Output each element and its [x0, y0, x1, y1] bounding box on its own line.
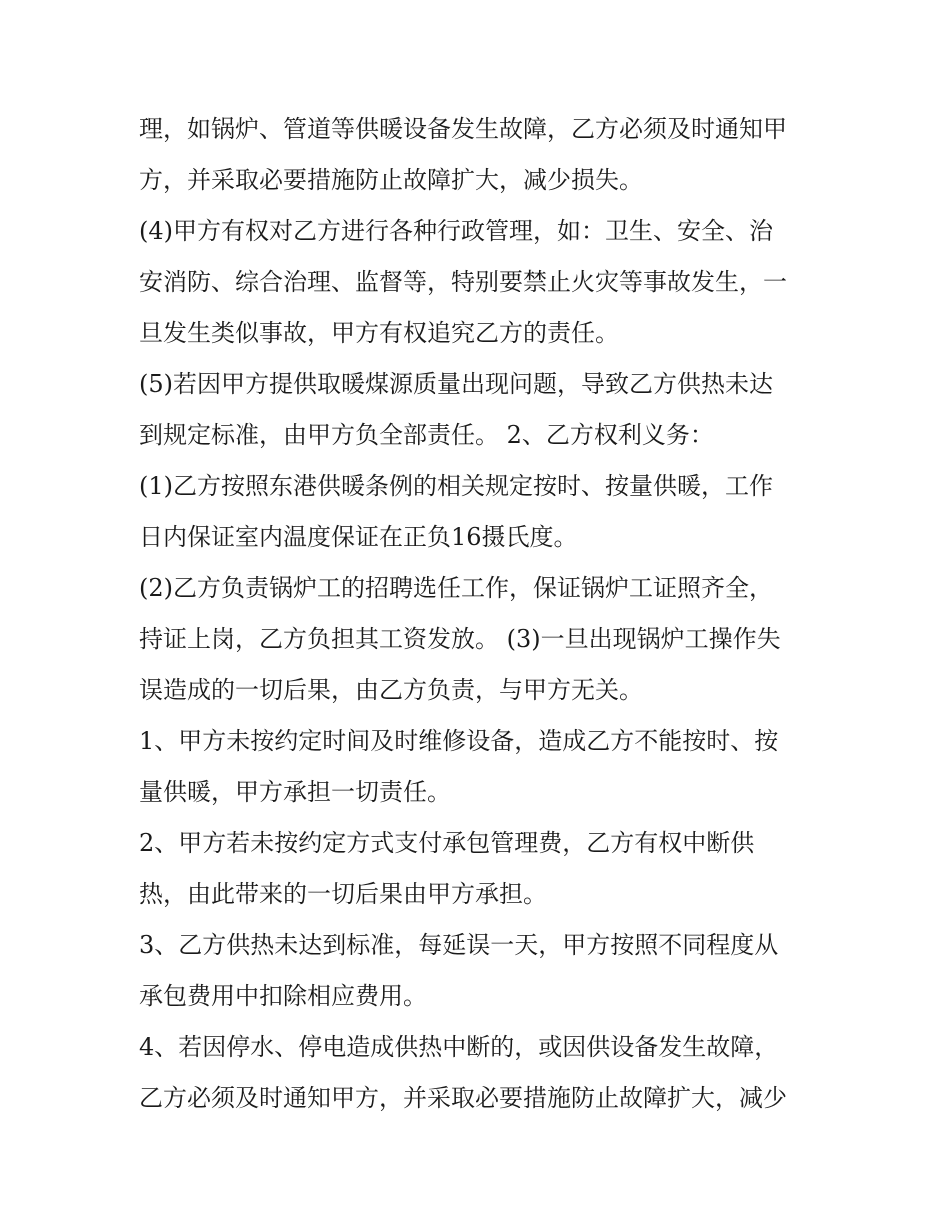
text-line: 4、若因停水、停电造成供热中断的，或因供设备发生故障， — [139, 1033, 779, 1061]
text-line: 安消防、综合治理、监督等，特别要禁止火灾等事故发生，一 — [139, 268, 787, 296]
text-line: 1、甲方未按约定时间及时维修设备，造成乙方不能按时、按 — [139, 727, 779, 755]
document-body — [139, 104, 829, 1124]
text-line: 乙方必须及时通知甲方，并采取必要措施防止故障扩大，减少 — [139, 1084, 787, 1112]
text-line: 3、乙方供热未达到标准，每延误一天，甲方按照不同程度从 — [139, 931, 779, 959]
text-line: (4)甲方有权对乙方进行各种行政管理，如：卫生、安全、治 — [139, 217, 773, 245]
text-line: 持证上岗，乙方负担其工资发放。 (3)一旦出现锅炉工操作失 — [139, 625, 781, 653]
text-line: (2)乙方负责锅炉工的招聘选任工作，保证锅炉工证照齐全， — [139, 574, 773, 602]
text-line: (5)若因甲方提供取暖煤源质量出现问题，导致乙方供热未达 — [139, 370, 773, 398]
text-line: 承包费用中扣除相应费用。 — [139, 982, 427, 1010]
text-line: (1)乙方按照东港供暖条例的相关规定按时、按量供暖，工作 — [139, 472, 773, 500]
text-line: 日内保证室内温度保证在正负16摄氏度。 — [139, 523, 578, 551]
text-line: 2、甲方若未按约定方式支付承包管理费，乙方有权中断供 — [139, 829, 755, 857]
text-line: 到规定标准，由甲方负全部责任。 2、乙方权利义务： — [139, 421, 714, 449]
text-line: 理，如锅炉、管道等供暖设备发生故障，乙方必须及时通知甲 — [139, 115, 787, 143]
text-line: 方，并采取必要措施防止故障扩大，减少损失。 — [139, 166, 643, 194]
text-line: 热，由此带来的一切后果由甲方承担。 — [139, 880, 547, 908]
text-line: 误造成的一切后果，由乙方负责，与甲方无关。 — [139, 676, 643, 704]
text-line: 量供暖，甲方承担一切责任。 — [139, 778, 451, 806]
text-line: 旦发生类似事故，甲方有权追究乙方的责任。 — [139, 319, 619, 347]
